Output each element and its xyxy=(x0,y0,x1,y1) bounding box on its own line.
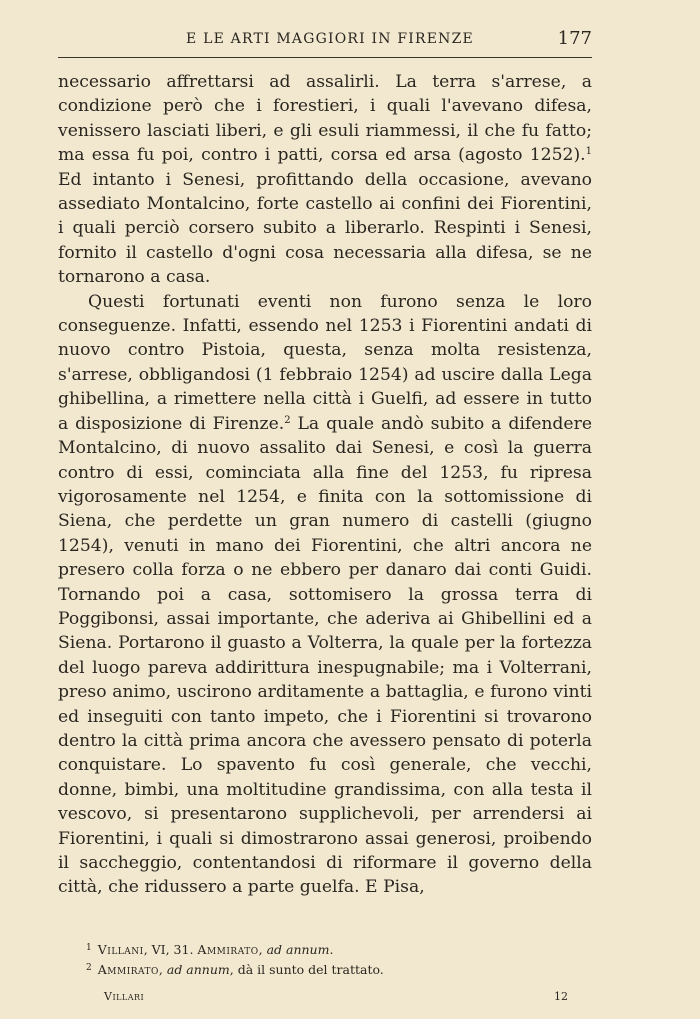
footnote xyxy=(86,939,592,959)
signature-mark: 12 xyxy=(554,990,568,1003)
footnote-reference: 2 xyxy=(284,414,291,426)
footnote-text: , VI, 31. xyxy=(143,942,198,957)
paragraph-text: Questi fortunati eventi non furono senza le loro conseguenze. Infatti, essendo nel 1253 i Fiorentini andati di nuovo contro Pistoia, questa, senza molta resistenza, s'arrese, obbligandosi (1 febbraio 1254) ad uscire dalla Lega ghibellina, a rimettere nella città i Guelfi, ad essere in tutto a disposizione di Firenze. xyxy=(58,291,592,434)
footnote-text: . xyxy=(329,942,334,957)
footnote-text: , xyxy=(158,962,167,977)
footnote-reference: 1 xyxy=(585,146,592,158)
header-rule xyxy=(58,57,592,58)
footnote xyxy=(86,959,592,979)
body-text xyxy=(58,70,592,900)
footnote-mark: 2 xyxy=(86,963,92,973)
footnote-text: , xyxy=(258,942,267,957)
footnote-italic: ad annum xyxy=(266,942,330,957)
footnote-italic: ad annum xyxy=(166,962,230,977)
page-number: 177 xyxy=(557,28,592,49)
footnote-mark: 1 xyxy=(86,943,92,953)
paragraph-text: La quale andò subito a difendere Montalcino, di nuovo assalito dai Senesi, e così la guerra contro di essi, cominciata alla fine del 1253, fu ripresa vigorosamente nel 1254, e finita con la sottomissione di Siena, che perdette un gran numero di castelli (giugno 1254), venuti in mano dei Fiorentini, che altri ancora ne presero colla forza o ne ebbero per danaro dai conti Guidi. Tornando poi a casa, sottomisero la grossa terra di Poggibonsi, assai importante, che aderiva ai Ghibellini ed a Siena. Portarono il guasto a Volterra, la quale per la fortezza del luogo pareva addirittura inespugnabile; ma i Volterrani, preso animo, uscirono arditamente a battaglia, e furono vinti ed inseguiti con tanto impeto, che i Fiorentini si trovarono dentro la città prima ancora che avessero pensato di poterla conquistare. Lo spavento fu così generale, che vecchi, donne, bimbi, una moltitudine grandissima, con alla testa il vescovo, si presentarono supplichevoli, per arrendersi ai Fiorentini, i quali si dimostrarono assai generosi, proibendo il saccheggio, contentandosi di riformare il governo della città, che ridussero a parte guelfa. E Pisa, xyxy=(58,413,592,898)
footnote-author: Villani xyxy=(97,942,144,957)
page-header xyxy=(58,28,592,54)
running-title: E LE ARTI MAGGIORI IN FIRENZE xyxy=(186,31,474,47)
footnote-text: , dà il sunto del trattato. xyxy=(229,962,384,977)
footnotes xyxy=(86,939,592,979)
paragraph-text: Ed intanto i Senesi, profittando della occasione, avevano assediato Montalcino, forte castello ai confini dei Fiorentini, i quali perciò corsero subito a liberarlo. Respinti i Senesi, fornito il castello d'ogni cosa necessaria alla difesa, se ne tornarono a casa. xyxy=(58,169,592,288)
footnote-author: Ammirato xyxy=(97,962,159,977)
footnote-author: Ammirato xyxy=(197,942,259,957)
paragraph xyxy=(58,290,592,900)
paragraph xyxy=(58,70,592,290)
printer-signature: Villari xyxy=(104,990,145,1003)
paragraph-text: necessario affrettarsi ad assalirli. La terra s'arrese, a condizione però che i forestieri, i quali l'avevano difesa, venissero lasciati liberi, e gli esuli riammessi, il che fu fatto; ma essa fu poi, contro i patti, corsa ed arsa (agosto 1252). xyxy=(58,72,592,166)
